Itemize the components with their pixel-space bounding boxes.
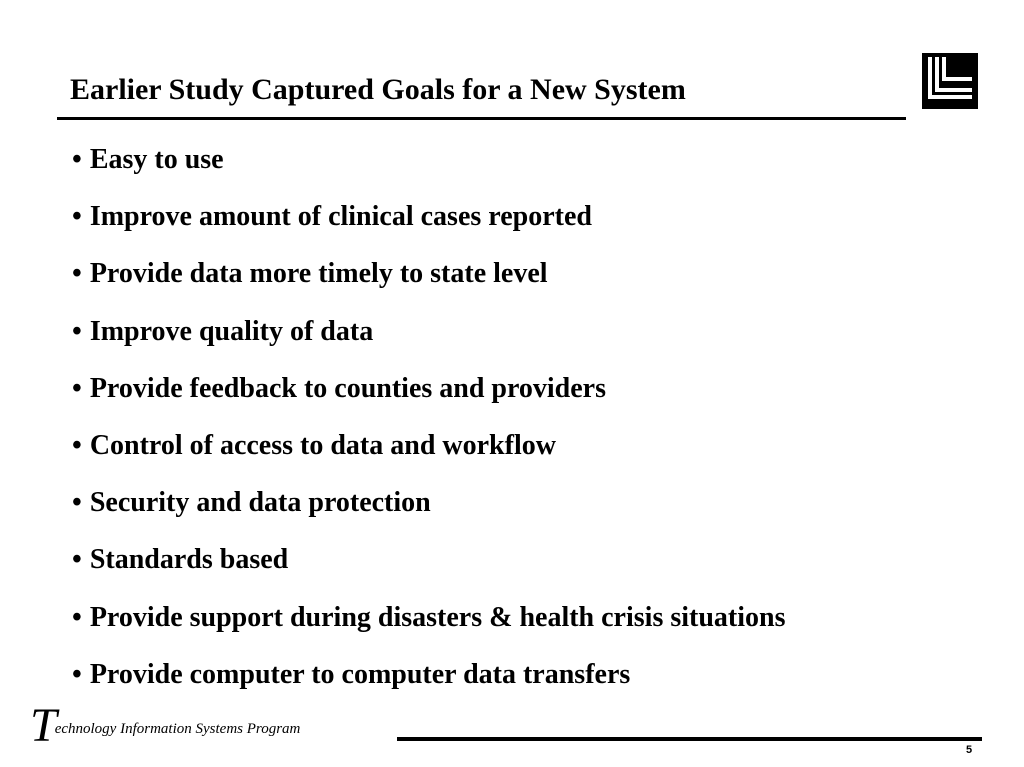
bullet-dot: • xyxy=(72,201,82,233)
bullet-text: Provide feedback to counties and providers xyxy=(89,372,607,404)
bullet-text: Provide computer to computer data transfers xyxy=(89,658,631,690)
footer-rule xyxy=(397,737,982,741)
bullet-dot: • xyxy=(72,601,82,633)
list-item xyxy=(72,367,785,424)
bullet-text: Improve quality of data xyxy=(89,315,374,347)
list-item xyxy=(72,538,785,595)
bullet-list xyxy=(72,138,785,710)
bullet-text: Provide data more timely to state level xyxy=(89,258,548,290)
slide-title: Earlier Study Captured Goals for a New System xyxy=(70,73,686,106)
llnl-logo-icon xyxy=(922,53,978,109)
bullet-dot: • xyxy=(72,658,82,690)
footer-brand-text: echnology Information Systems Program xyxy=(54,721,301,737)
bullet-dot: • xyxy=(72,544,82,576)
bullet-text: Security and data protection xyxy=(89,487,431,519)
bullet-dot: • xyxy=(72,487,82,519)
list-item xyxy=(72,310,785,367)
list-item xyxy=(72,481,785,538)
list-item xyxy=(72,138,785,195)
bullet-dot: • xyxy=(72,315,82,347)
footer-brand xyxy=(30,699,301,752)
bullet-text: Control of access to data and workflow xyxy=(89,429,556,461)
page-number: 5 xyxy=(966,744,973,756)
bullet-text: Standards based xyxy=(89,544,289,576)
bullet-dot: • xyxy=(72,144,82,175)
list-item xyxy=(72,596,785,653)
bullet-dot: • xyxy=(72,372,82,404)
title-underline xyxy=(57,117,906,120)
list-item xyxy=(72,195,785,252)
bullet-dot: • xyxy=(72,258,82,290)
bullet-text: Improve amount of clinical cases reported xyxy=(89,201,592,233)
list-item xyxy=(72,424,785,481)
list-item xyxy=(72,252,785,309)
bullet-text: Easy to use xyxy=(89,144,224,175)
bullet-text: Provide support during disasters & health crisis situations xyxy=(89,601,786,633)
bullet-dot: • xyxy=(72,429,82,461)
footer-brand-initial: T xyxy=(30,699,57,752)
